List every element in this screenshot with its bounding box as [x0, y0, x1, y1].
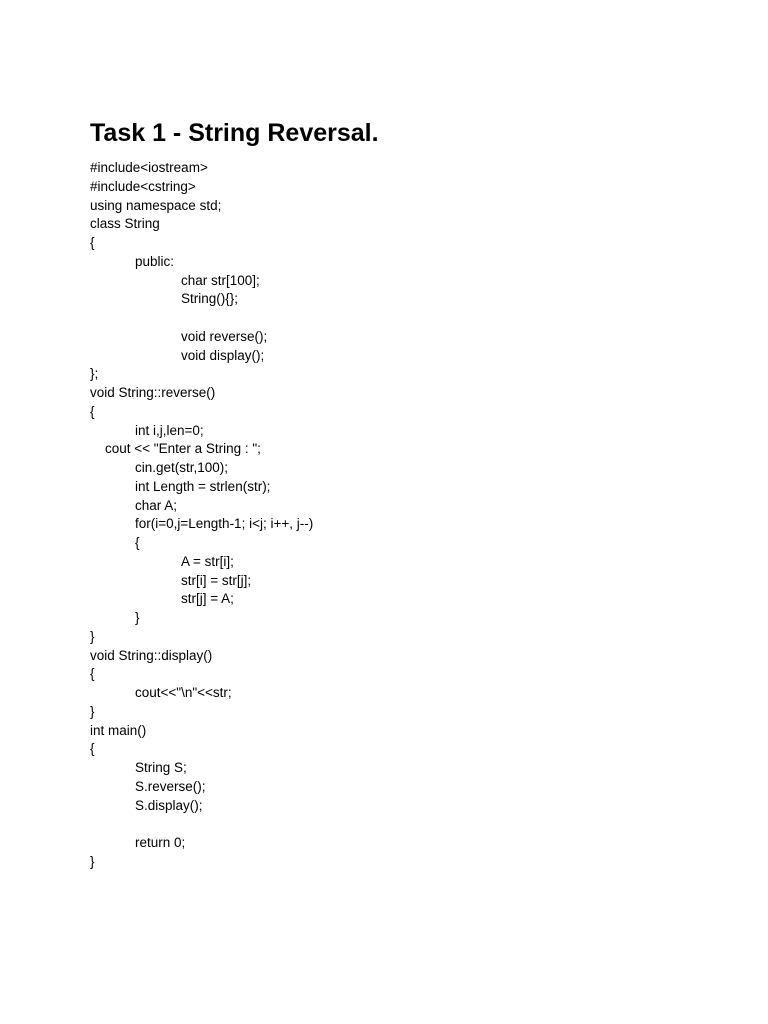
code-line-blank [90, 815, 730, 834]
code-line: cin.get(str,100); [135, 460, 229, 475]
code-line: for(i=0,j=Length-1; i<j; i++, j--) [135, 516, 314, 532]
code-line: void display(); [181, 347, 265, 363]
code-line: void String::reverse() [90, 385, 216, 400]
code-line: } [90, 703, 95, 719]
code-line: str[i] = str[j]; [181, 572, 252, 588]
code-line: int Length = strlen(str); [135, 478, 271, 494]
code-listing [90, 159, 730, 872]
code-line: S.reverse(); [135, 778, 206, 794]
code-line: { [90, 666, 95, 682]
code-line: class String [90, 216, 160, 232]
code-line: } [90, 628, 95, 644]
code-line: S.display(); [135, 797, 203, 813]
code-line: return 0; [135, 835, 186, 850]
code-line: void String::display() [90, 647, 213, 663]
code-line: } [135, 610, 140, 625]
code-line-blank [90, 309, 730, 328]
code-line: public: [135, 253, 175, 269]
code-line: }; [90, 366, 99, 382]
code-line: int main() [90, 722, 147, 738]
code-line: using namespace std; [90, 197, 222, 213]
document-title: Task 1 - String Reversal. [90, 119, 379, 147]
code-line: { [90, 741, 95, 757]
code-line: #include<iostream> [90, 160, 208, 175]
code-line: A = str[i]; [181, 553, 234, 569]
code-line: { [135, 535, 140, 550]
code-line: { [90, 235, 95, 250]
code-line: String(){}; [181, 291, 239, 307]
code-line: void reverse(); [181, 328, 268, 344]
code-line: String S; [135, 760, 187, 775]
code-line: cout<<"\n"<<str; [135, 685, 232, 700]
code-line: char A; [135, 497, 178, 513]
code-line: int i,j,len=0; [135, 422, 204, 438]
code-line: } [90, 853, 95, 869]
code-line: { [90, 403, 95, 419]
code-line: char str[100]; [181, 272, 260, 288]
code-line: str[j] = A; [181, 591, 234, 607]
code-line: #include<cstring> [90, 178, 196, 194]
code-line: cout << "Enter a String : "; [105, 441, 261, 457]
